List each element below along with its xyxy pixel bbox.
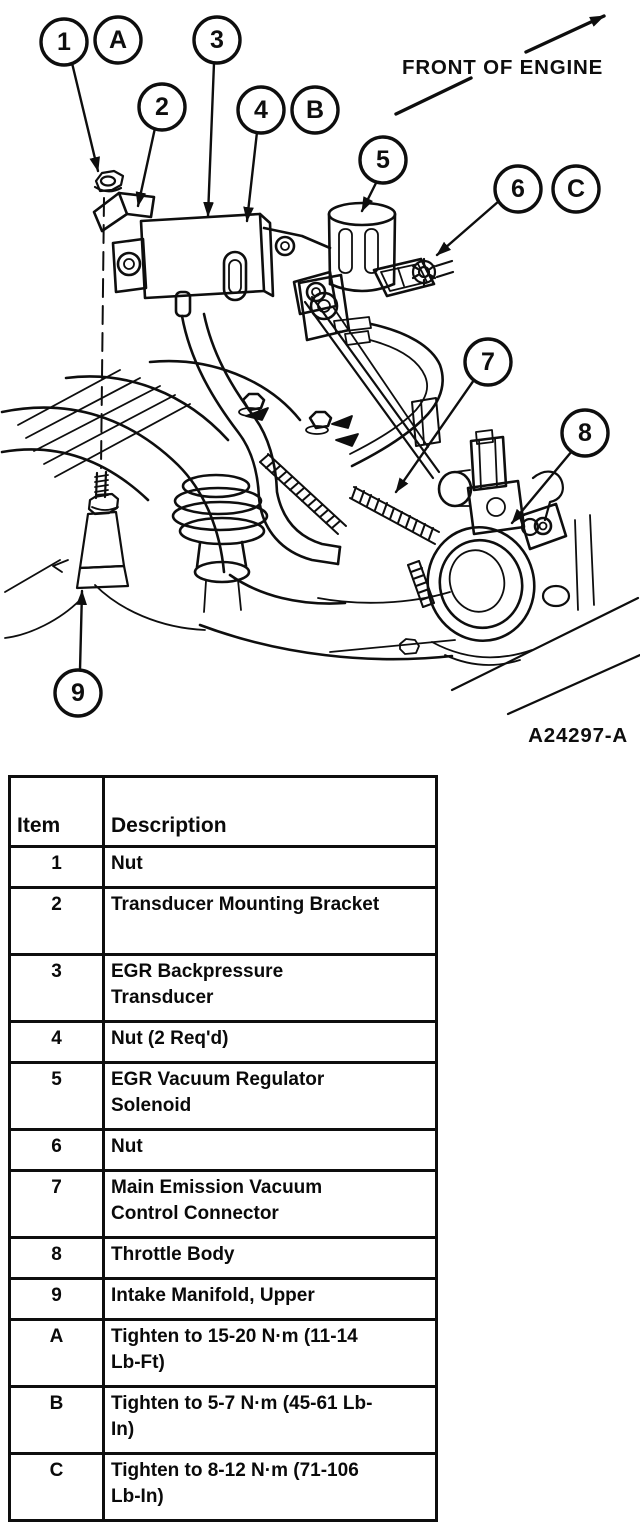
callout-5-label: 5 [376,146,390,174]
description-cell [104,1320,437,1387]
table-row [10,847,437,888]
table-row [10,1279,437,1320]
table-row [10,1320,437,1387]
callout-C [553,166,599,212]
callout-6-label: 6 [511,175,525,203]
throttle-body-art [415,430,566,665]
item-cell: 8 [10,1238,104,1279]
callout-A-label: A [108,26,128,54]
description-cell [104,1238,437,1279]
callout-C-label: C [566,175,586,203]
description-cell [104,1063,437,1130]
item-cell: 4 [10,1022,104,1063]
callout-5 [360,137,406,183]
callout-9-label: 9 [71,679,85,707]
description-column-header: Description [104,777,437,847]
description-text: Tighten to 15-20 N·m (11-14 Lb-Ft) [111,1326,358,1373]
description-cell [104,955,437,1022]
item-column-header: Item [10,777,104,847]
manifold-art [2,361,455,659]
description-cell [104,847,437,888]
callout-2-label: 2 [155,93,169,121]
description-text: EGR Backpressure Transducer [111,961,284,1008]
callout-8-label: 8 [578,419,592,447]
description-cell [104,1022,437,1063]
transducer-art [94,193,340,564]
table-row [10,888,437,955]
description-text: Nut [111,1136,143,1157]
engine-line-art [2,63,640,714]
callout-4-label: 4 [254,96,268,124]
description-text: Throttle Body [111,1244,235,1265]
description-cell [104,1387,437,1454]
table-header-row [10,777,437,847]
assembly-dashed-line [101,198,104,468]
description-cell [104,1171,437,1238]
table-row [10,1238,437,1279]
item-cell: 2 [10,888,104,955]
front-of-engine-annotation [396,16,604,114]
callout-B-label: B [305,96,325,124]
description-text: Transducer Mounting Bracket [111,894,380,915]
item-cell: C [10,1454,104,1521]
item-cell: 1 [10,847,104,888]
callout-7-label: 7 [481,348,495,376]
description-text: EGR Vacuum Regulator Solenoid [111,1069,325,1116]
description-cell [104,1454,437,1521]
table-row [10,955,437,1022]
item-cell: A [10,1320,104,1387]
description-text: Nut (2 Req'd) [111,1028,229,1049]
item-cell: 7 [10,1171,104,1238]
table-row [10,1130,437,1171]
parts-table [8,775,438,1522]
item-cell: 9 [10,1279,104,1320]
front-of-engine-arrow-tail [396,78,471,114]
description-text: Tighten to 8-12 N·m (71-106 Lb-In) [111,1460,359,1507]
table-row [10,1171,437,1238]
callout-1-label: 1 [57,28,71,56]
description-cell [104,1130,437,1171]
description-text: Intake Manifold, Upper [111,1285,315,1306]
callout-6 [495,166,541,212]
description-cell [104,888,437,955]
table-row [10,1387,437,1454]
callout-B [292,87,338,133]
callout-3-label: 3 [210,26,224,54]
callout-A [95,17,141,63]
description-cell [104,1279,437,1320]
callout-3 [194,17,240,63]
nut-1-art [95,171,123,191]
item-cell: B [10,1387,104,1454]
callout-4 [238,87,284,133]
callout-1 [41,19,87,65]
table-row [10,1454,437,1521]
description-text: Tighten to 5-7 N·m (45-61 Lb-In) [111,1393,373,1440]
table-row [10,1022,437,1063]
figure-code: A24297-A [528,724,628,747]
front-of-engine-label: FRONT OF ENGINE [402,56,604,79]
item-cell: 6 [10,1130,104,1171]
item-cell: 3 [10,955,104,1022]
callout-8 [562,410,608,456]
manifold-stud-art [77,472,128,588]
item-cell: 5 [10,1063,104,1130]
callout-7 [465,339,511,385]
description-text: Main Emission Vacuum Control Connector [111,1177,323,1224]
callout-9 [55,670,101,716]
table-row [10,1063,437,1130]
front-of-engine-arrow-head [526,16,604,52]
description-text: Nut [111,853,143,874]
callout-2 [139,84,185,130]
